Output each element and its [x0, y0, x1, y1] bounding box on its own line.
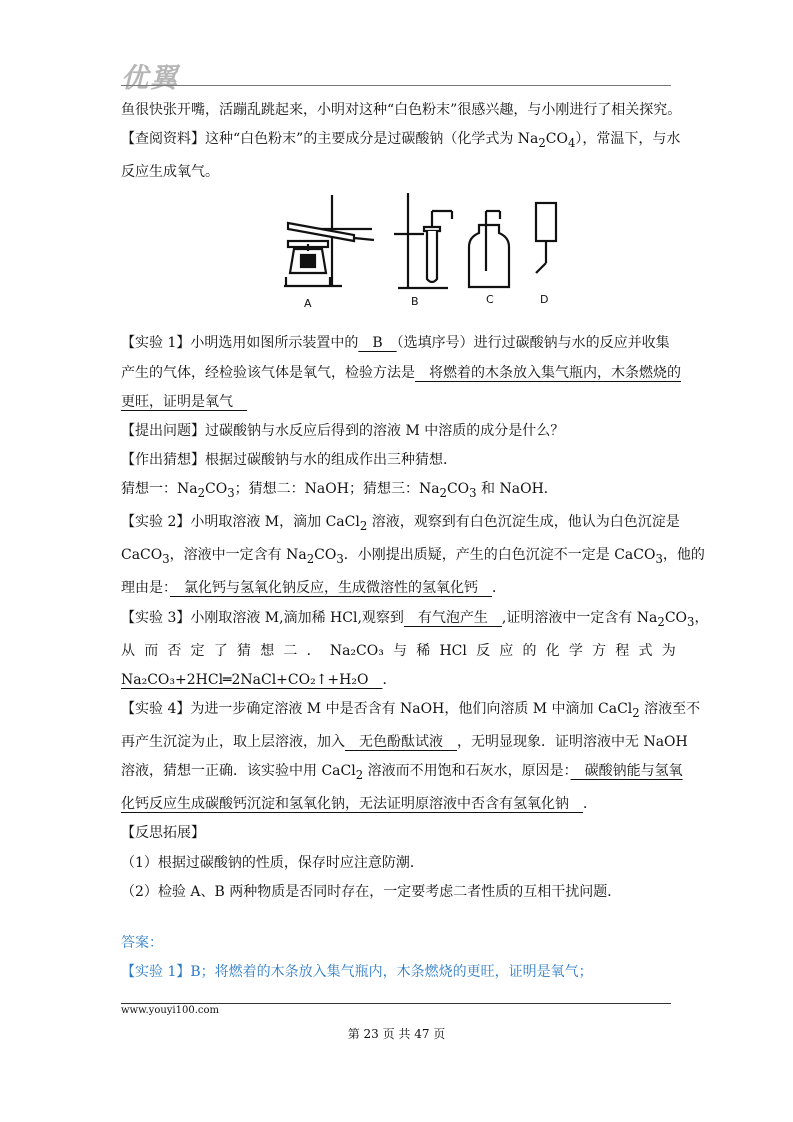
- word: 的: [522, 642, 537, 659]
- subscript: 3: [655, 552, 663, 567]
- paragraph-intro: 鱼很快张开嘴，活蹦乱跳起来，小明对这种“白色粉末”很感兴趣，与小刚进行了相关探究。: [121, 102, 682, 118]
- figure-label-d: D: [540, 293, 549, 307]
- text: 溶液，观察到有白色沉淀生成，他认为白色沉淀是: [367, 514, 680, 531]
- answer-blank: B: [358, 335, 397, 352]
- word: 否: [167, 642, 182, 659]
- figure-label-c: C: [486, 293, 494, 307]
- answer-blank: 有气泡产生: [403, 609, 502, 626]
- word: 程: [615, 642, 630, 659]
- experiment-3-line-3: [121, 666, 676, 695]
- text: 再产生沉淀为止，取上层溶液，加入: [121, 734, 345, 751]
- experiment-1-line-1: [121, 329, 676, 358]
- word: 为: [661, 642, 676, 659]
- text: CaCO: [121, 547, 163, 564]
- experiment-2-line-1: [121, 508, 680, 541]
- word: 从: [121, 642, 135, 659]
- text: ．: [492, 580, 506, 597]
- text: 【实验 3】小刚取溶液 M,滴加稀 HCl,观察到: [121, 609, 404, 626]
- experiment-4-line-1: [121, 695, 701, 728]
- experiment-1-line-3: [121, 388, 676, 417]
- document-body: [121, 96, 709, 987]
- word: 定: [190, 642, 205, 659]
- experiment-4-line-3: [121, 757, 683, 790]
- answer-blank: 更旺，证明是氧气: [121, 393, 247, 410]
- word: 稀: [416, 642, 431, 659]
- text: 【实验 2】小明取溶液 M，滴加 CaCl: [121, 514, 360, 531]
- figure-label-a: A: [304, 297, 312, 310]
- subscript: 3: [227, 486, 235, 501]
- answer-blank: Na₂CO₃+2HCl═2NaCl+CO₂↑+H₂O: [121, 671, 383, 688]
- answer-blank: 将燃着的木条放入集气瓶内，木条燃烧的: [415, 364, 681, 381]
- header-divider: [121, 85, 671, 86]
- word: 而: [144, 642, 159, 659]
- word: HCl: [439, 642, 467, 659]
- subscript: 2: [439, 486, 447, 501]
- experiment-3-line-1: [121, 604, 709, 637]
- header-logo: 优翼: [121, 63, 179, 94]
- word: 想: [260, 642, 275, 659]
- paragraph-reference: [121, 125, 681, 158]
- text: CO: [205, 481, 228, 498]
- text: CO: [545, 131, 568, 148]
- experiment-3-line-2: [121, 637, 676, 666]
- answer-line-1: 【实验 1】B；将燃着的木条放入集气瓶内，木条燃烧的更旺，证明是氧气；: [121, 964, 593, 981]
- text: ．: [382, 671, 397, 688]
- subscript: 2: [632, 705, 640, 720]
- subscript: 2: [359, 519, 368, 534]
- paragraph-reference-cont: 反应生成氧气。: [121, 164, 219, 181]
- text: 溶液而不用饱和石灰水，原因是：: [363, 763, 571, 780]
- text: 溶液至不: [639, 701, 701, 718]
- word: 应: [499, 642, 514, 659]
- apparatus-diagram: [274, 189, 634, 309]
- text: 和 NaOH．: [476, 481, 558, 498]
- apparatus-figure: [121, 189, 676, 325]
- footer-url: www.youyi100.com: [121, 1005, 219, 1016]
- hypothesis-list: [121, 475, 676, 508]
- answer-heading: 答案：: [121, 935, 163, 952]
- text: 猜想一：Na: [121, 481, 198, 498]
- reflection-heading: 【反思拓展】: [121, 825, 205, 842]
- word: Na₂CO₃: [329, 642, 384, 659]
- text: CO: [664, 609, 688, 626]
- experiment-4-line-4: [121, 790, 676, 819]
- text: 【实验 1】小明选用如图所示装置中的: [121, 335, 359, 352]
- footer-divider: [121, 1003, 671, 1004]
- subscript: 2: [306, 552, 315, 567]
- answer-blank: 无色酚酞试液: [345, 734, 457, 751]
- word: 猜: [237, 642, 252, 659]
- reflection-item-1: （1）根据过碳酸钠的性质，保存时应注意防潮．: [121, 854, 424, 871]
- subscript: 2: [197, 486, 206, 501]
- subscript: 4: [568, 136, 576, 150]
- answer-blank: 碳酸钠能与氢氧: [570, 763, 683, 780]
- experiment-2-line-2: [121, 541, 705, 574]
- word: 反: [476, 642, 491, 659]
- word: 了: [213, 642, 228, 659]
- figure-label-b: B: [411, 295, 419, 309]
- text: 溶液，猜想一正确．该实验中用 CaCl: [121, 763, 356, 780]
- text: 产生的气体，经检验该气体是氧气，检验方法是: [121, 364, 415, 381]
- subscript: 3: [336, 552, 344, 567]
- text: CO: [446, 481, 470, 498]
- text: ,证明溶液中一定含有 Na: [501, 609, 658, 626]
- experiment-2-line-3: [121, 574, 676, 603]
- text: ），常温下，与水: [575, 131, 681, 148]
- experiment-1-line-2: [121, 359, 681, 388]
- text: 【实验 4】为进一步确定溶液 M 中是否含有 NaOH，他们向溶质 M 中滴加 CaCl: [121, 701, 633, 718]
- answer-blank: 氯化钙与氢氧化钠反应，生成微溶性的氢氧化钙: [170, 580, 492, 597]
- experiment-4-line-2: [121, 728, 688, 757]
- page-number: 第 23 页 共 47 页: [347, 1027, 446, 1041]
- text: ，他的: [662, 547, 705, 564]
- subscript: 2: [657, 614, 665, 629]
- word: 学: [568, 642, 583, 659]
- word: 化: [545, 642, 560, 659]
- text: CO: [314, 547, 337, 564]
- text: ，: [694, 609, 709, 626]
- word: ．: [306, 642, 321, 659]
- text: 理由是：: [121, 580, 170, 597]
- word: 式: [638, 642, 653, 659]
- text: ，无明显现象．证明溶液中无 NaOH: [457, 734, 688, 751]
- subscript: 2: [355, 768, 364, 783]
- text: （选填序号）进行过碳酸钠与水的反应并收集: [396, 335, 670, 352]
- text: ．: [583, 796, 597, 813]
- word: 二: [283, 642, 298, 659]
- subscript: 2: [538, 136, 546, 150]
- reflection-item-2: （2）检验 A、B 两种物质是否同时存在，一定要考虑二者性质的互相干扰问题．: [121, 883, 622, 900]
- text: ．小刚提出质疑，产生的白色沉淀不一定是 CaCO: [343, 547, 656, 564]
- subscript: 3: [469, 486, 477, 501]
- subscript: 3: [687, 614, 695, 629]
- text: ；猜想二：NaOH；猜想三：Na: [234, 481, 440, 498]
- spacer: [121, 907, 676, 929]
- question-line: 【提出问题】过碳酸钠与水反应后得到的溶液 M 中溶质的成分是什么？: [121, 423, 565, 440]
- subscript: 3: [162, 552, 170, 567]
- word: 方: [592, 642, 607, 659]
- answer-blank: 化钙反应生成碳酸钙沉淀和氢氧化钠，无法证明原溶液中否含有氢氧化钠: [121, 796, 583, 813]
- text: ，溶液中一定含有 Na: [169, 547, 307, 564]
- hypothesis-intro: 【作出猜想】根据过碳酸钠与水的组成作出三种猜想．: [121, 452, 457, 469]
- text: 【查阅资料】这种“白色粉末”的主要成分是过碳酸钠（化学式为 Na: [121, 131, 539, 148]
- word: 与: [393, 642, 408, 659]
